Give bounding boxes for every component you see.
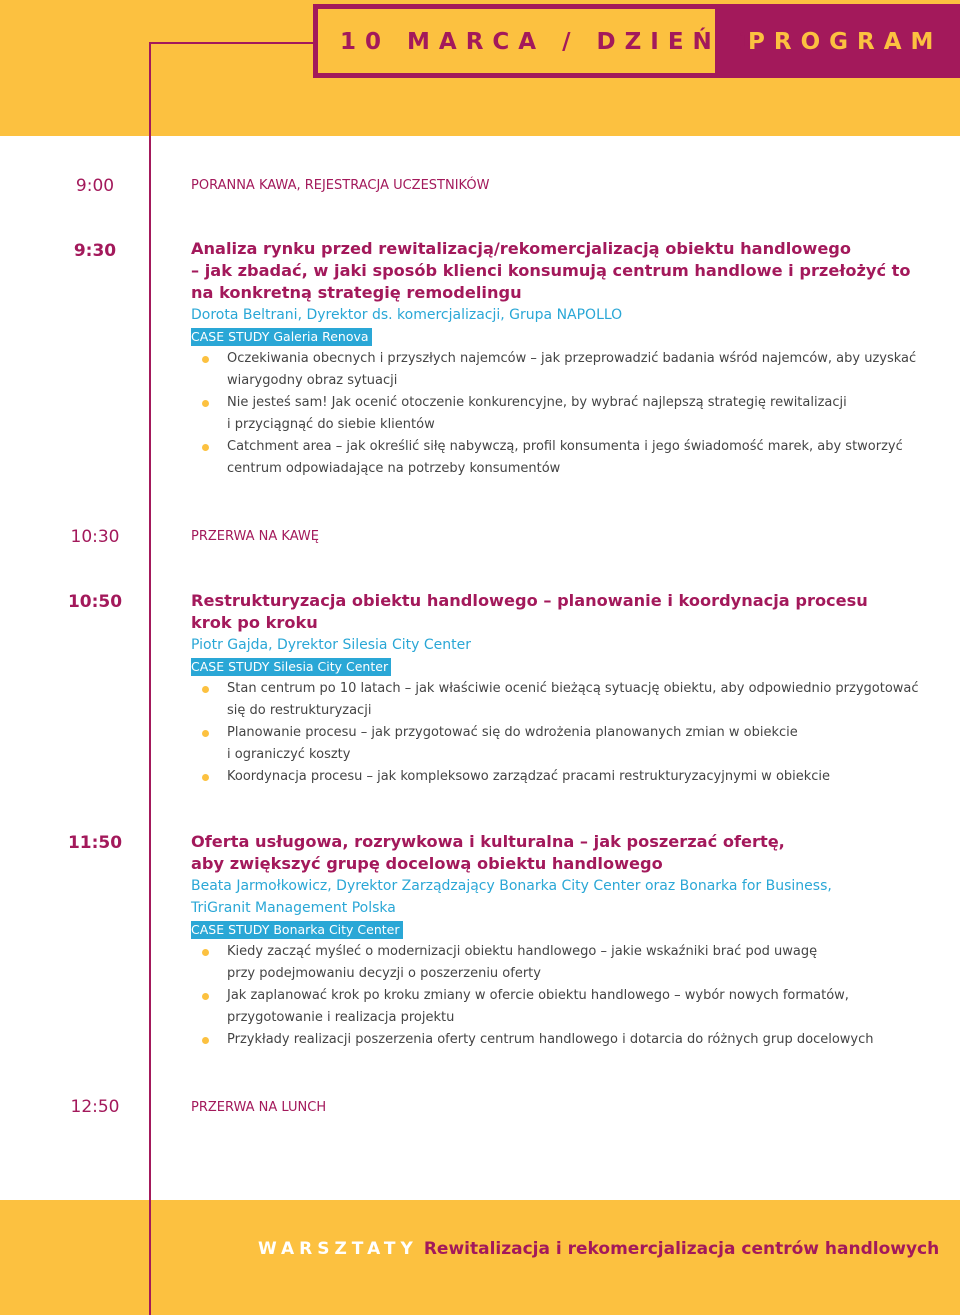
agenda-break-label: PORANNA KAWA, REJESTRACJA UCZESTNIKÓW	[191, 178, 490, 193]
list-item: Jak zaplanować krok po kroku zmiany w ofercie obiektu handlowego – wybór nowych formatów, przygotowanie i realizacja projektu	[191, 985, 891, 1029]
session-speaker: Beata Jarmołkowicz, Dyrektor Zarządzający Bonarka City Center oraz Bonarka for Business, TriGranit Management Polska	[191, 878, 832, 916]
timeline-rule	[149, 42, 151, 1315]
bullet-dot-icon	[202, 444, 209, 451]
bullet-dot-icon	[202, 730, 209, 737]
agenda-time: 10:50	[67, 592, 123, 612]
session-speaker: Piotr Gajda, Dyrektor Silesia City Center	[191, 637, 471, 653]
section-label: PROGRAM	[748, 29, 943, 55]
page-title: 10 MARCA / DZIEŃ 1	[340, 29, 763, 55]
workshop-title: Rewitalizacja i rekomercjalizacja centrów handlowych	[423, 1239, 940, 1259]
agenda-time: 9:30	[73, 241, 117, 261]
agenda-break-label: PRZERWA NA KAWĘ	[191, 529, 319, 544]
list-item: Koordynacja procesu – jak kompleksowo zarządzać pracami restrukturyzacyjnymi w obiekcie	[191, 766, 891, 788]
agenda-session	[191, 238, 917, 480]
bullet-dot-icon	[202, 356, 209, 363]
session-title: Analiza rynku przed rewitalizacją/rekomercjalizacją obiektu handlowego – jak zbadać, w jaki sposób klienci konsumują centrum handlowe i przełożyć to na konkretną strategię remodelingu	[191, 239, 911, 302]
agenda-session	[191, 590, 919, 788]
list-item: Planowanie procesu – jak przygotować się do wdrożenia planowanych zmian w obiekcie i ograniczyć koszty	[191, 722, 891, 766]
list-item: Kiedy zacząć myśleć o modernizacji obiektu handlowego – jakie wskaźniki brać pod uwagę przy podejmowaniu decyzji o poszerzeniu oferty	[191, 941, 891, 985]
agenda-session	[191, 831, 891, 1051]
list-item: Nie jesteś sam! Jak ocenić otoczenie konkurencyjne, by wybrać najlepszą strategię rewitalizacji i przyciągnąć do siebie klientów	[191, 392, 891, 436]
bullet-dot-icon	[202, 400, 209, 407]
case-study-badge: CASE STUDY Bonarka City Center	[191, 921, 403, 939]
session-topics	[191, 678, 919, 788]
agenda-time: 9:00	[75, 176, 115, 196]
session-topics	[191, 348, 917, 480]
agenda-time: 10:30	[70, 527, 120, 547]
session-title: Restrukturyzacja obiektu handlowego – planowanie i koordynacja procesu krok po kroku	[191, 591, 868, 632]
session-speaker: Dorota Beltrani, Dyrektor ds. komercjalizacji, Grupa NAPOLLO	[191, 307, 623, 323]
agenda-break-label: PRZERWA NA LUNCH	[191, 1100, 327, 1115]
case-study-badge: CASE STUDY Silesia City Center	[191, 658, 391, 676]
workshop-label: WARSZTATY	[258, 1239, 418, 1259]
bullet-dot-icon	[202, 949, 209, 956]
list-item: Oczekiwania obecnych i przyszłych najemców – jak przeprowadzić badania wśród najemców, aby uzyskać wiarygodny obraz sytuacji	[191, 348, 891, 392]
session-title: Oferta usługowa, rozrywkowa i kulturalna – jak poszerzać ofertę, aby zwiększyć grupę docelową obiektu handlowego	[191, 832, 785, 873]
agenda-time: 12:50	[70, 1097, 120, 1117]
list-item: Stan centrum po 10 latach – jak właściwie ocenić bieżącą sytuację obiektu, aby odpowiednio przygotować się do restrukturyzacji	[191, 678, 891, 722]
bullet-dot-icon	[202, 774, 209, 781]
bullet-dot-icon	[202, 686, 209, 693]
bullet-dot-icon	[202, 1037, 209, 1044]
case-study-badge: CASE STUDY Galeria Renova	[191, 328, 372, 346]
workshop-banner	[258, 1237, 939, 1261]
list-item: Przykłady realizacji poszerzenia oferty centrum handlowego i dotarcia do różnych grup docelowych	[191, 1029, 891, 1051]
list-item: Catchment area – jak określić siłę nabywczą, profil konsumenta i jego świadomość marek, aby stworzyć centrum odpowiadające na potrzeby konsumentów	[191, 436, 891, 480]
header-rule	[149, 42, 315, 44]
agenda-time: 11:50	[67, 833, 123, 853]
session-topics	[191, 941, 891, 1051]
bullet-dot-icon	[202, 993, 209, 1000]
